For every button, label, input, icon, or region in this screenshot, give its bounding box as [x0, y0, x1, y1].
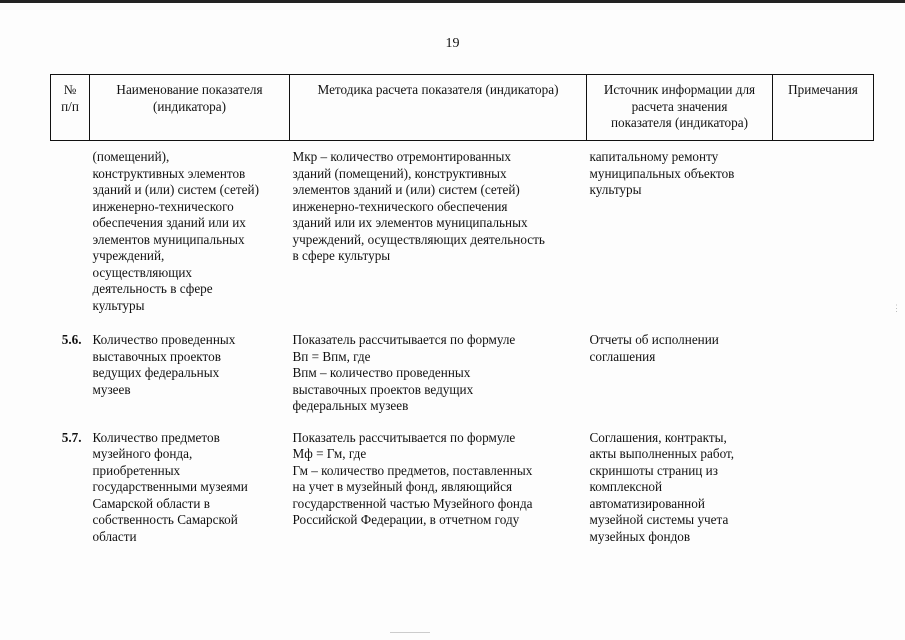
calculation-method: Мкр – количество отремонтированных зданий (помещений), конструктивных элементов зданий и (или) систем (сетей) инженерно-технического обеспечения зданий или их элементов муниципальных учреждений, осуществляющих деятельность в сфере культуры — [292, 149, 545, 263]
row-number — [51, 141, 90, 315]
row-number: 5.7. — [61, 429, 82, 445]
table-header-row — [51, 75, 874, 141]
indicator-name: Количество проведенных выставочных проектов ведущих федеральных музеев — [92, 332, 236, 397]
calculation-method: Показатель рассчитывается по формуле Мф = Гм, где Гм – количество предметов, поставленных на учет в музейный фонд, являющийся государственной частью Музейного фонда Российской Федерации, в отчетном году — [292, 429, 533, 527]
table-row — [51, 415, 874, 546]
table-row — [51, 314, 874, 415]
table-row — [51, 141, 874, 315]
scan-top-border — [0, 0, 905, 3]
notes — [773, 314, 874, 415]
notes — [773, 141, 874, 315]
information-source: Отчеты об исполнении соглашения — [589, 332, 719, 364]
page-number: 19 — [445, 36, 460, 51]
header-notes: Примечания — [773, 75, 874, 141]
calculation-method: Показатель рассчитывается по формуле Вп = Впм, где Впм – количество проведенных выставочных проектов ведущих федеральных музеев — [292, 332, 516, 413]
header-source: Источник информации для расчета значения показателя (индикатора) — [587, 75, 773, 141]
indicators-table — [50, 74, 874, 545]
indicator-name: (помещений), конструктивных элементов зданий и (или) систем (сетей) инженерно-технического обеспечения зданий или их элементов муниципальных учреждений, осуществляющих деятельность в сфере культуры — [92, 149, 259, 313]
row-number: 5.6. — [61, 332, 82, 347]
header-number: № п/п — [51, 75, 90, 141]
information-source: Соглашения, контракты, акты выполненных работ, скриншоты страниц из комплексной автоматизированной музейной системы учета музейных фондов — [589, 429, 735, 544]
header-indicator-name: Наименование показателя (индикатора) — [90, 75, 290, 141]
notes — [773, 415, 874, 546]
header-method: Методика расчета показателя (индикатора) — [290, 75, 587, 141]
scan-bottom-mark — [390, 632, 430, 633]
scan-margin-marks: ⋮ — [892, 303, 901, 313]
information-source: капитальному ремонту муниципальных объектов культуры — [589, 149, 735, 197]
indicator-name: Количество предметов музейного фонда, приобретенных государственными музеями Самарской области в собственность Самарской области — [92, 429, 248, 544]
